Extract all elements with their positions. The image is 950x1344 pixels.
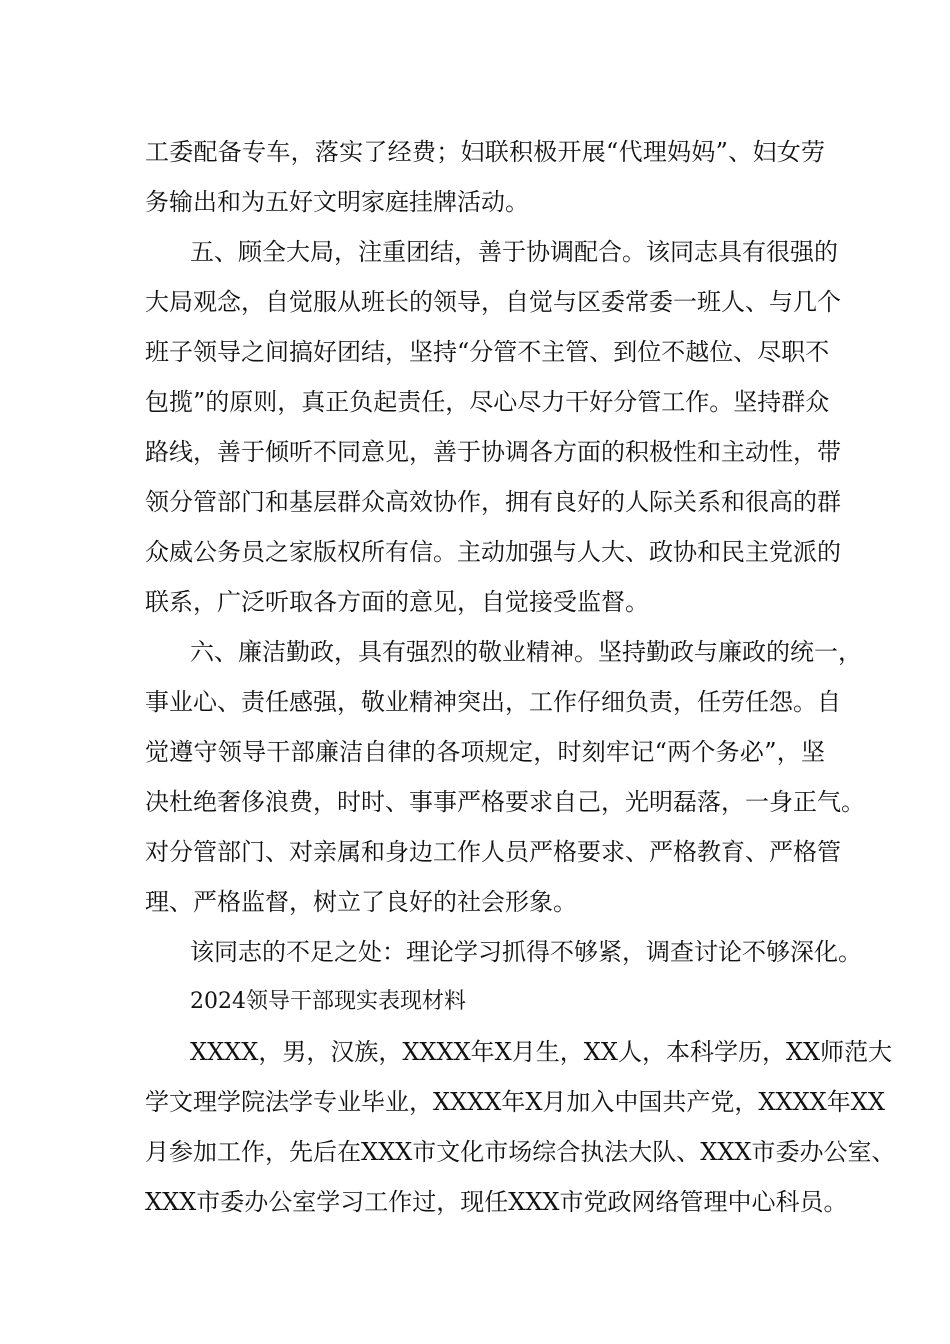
paragraph-start-line: XXXX，男，汉族，XXXX年X月生，XX人，本科学历，XX师范大 bbox=[190, 1038, 893, 1066]
text-line: 众威公务员之家版权所有信。主动加强与人大、政协和民主党派的 bbox=[145, 538, 841, 566]
text-line: 理、严格监督，树立了良好的社会形象。 bbox=[145, 888, 577, 916]
text-line: 务输出和为五好文明家庭挂牌活动。 bbox=[145, 188, 529, 216]
paragraph-start-line: 六、廉洁勤政，具有强烈的敬业精神。坚持勤政与廉政的统一， bbox=[190, 638, 862, 666]
text-line: 班子领导之间搞好团结，坚持“分管不主管、到位不越位、尽职不 bbox=[145, 338, 830, 366]
text-line: 觉遵守领导干部廉洁自律的各项规定，时刻牢记“两个务必”，坚 bbox=[145, 738, 825, 766]
text-line: 事业心、责任感强，敬业精神突出，工作仔细负责，任劳任怨。自 bbox=[145, 688, 841, 716]
paragraph-start-line: 五、顾全大局，注重团结，善于协调配合。该同志具有很强的 bbox=[190, 238, 838, 266]
paragraph-start-line: 该同志的不足之处：理论学习抓得不够紧，调查讨论不够深化。 bbox=[190, 938, 862, 966]
text-line: 大局观念，自觉服从班长的领导，自觉与区委常委一班人、与几个 bbox=[145, 288, 841, 316]
text-line: XXX市委办公室学习工作过，现任XXX市党政网络管理中心科员。 bbox=[145, 1188, 848, 1216]
text-line: 路线，善于倾听不同意见，善于协调各方面的积极性和主动性，带 bbox=[145, 438, 841, 466]
text-line: 对分管部门、对亲属和身边工作人员严格要求、严格教育、严格管 bbox=[145, 838, 841, 866]
text-line: 月参加工作，先后在XXX市文化市场综合执法大队、XXX市委办公室、 bbox=[145, 1138, 896, 1166]
text-line: 决杜绝奢侈浪费，时时、事事严格要求自己，光明磊落，一身正气。 bbox=[145, 788, 865, 816]
text-line: 领分管部门和基层群众高效协作，拥有良好的人际关系和很高的群 bbox=[145, 488, 841, 516]
text-line: 学文理学院法学专业毕业，XXXX年X月加入中国共产党，XXXX年XX bbox=[145, 1088, 885, 1116]
text-line: 工委配备专车，落实了经费；妇联积极开展“代理妈妈”、妇女劳 bbox=[145, 138, 825, 166]
section-title: 2024领导干部现实表现材料 bbox=[190, 989, 466, 1014]
text-line: 包揽”的原则，真正负起责任，尽心尽力干好分管工作。坚持群众 bbox=[145, 388, 830, 416]
text-line: 联系，广泛听取各方面的意见，自觉接受监督。 bbox=[145, 588, 649, 616]
